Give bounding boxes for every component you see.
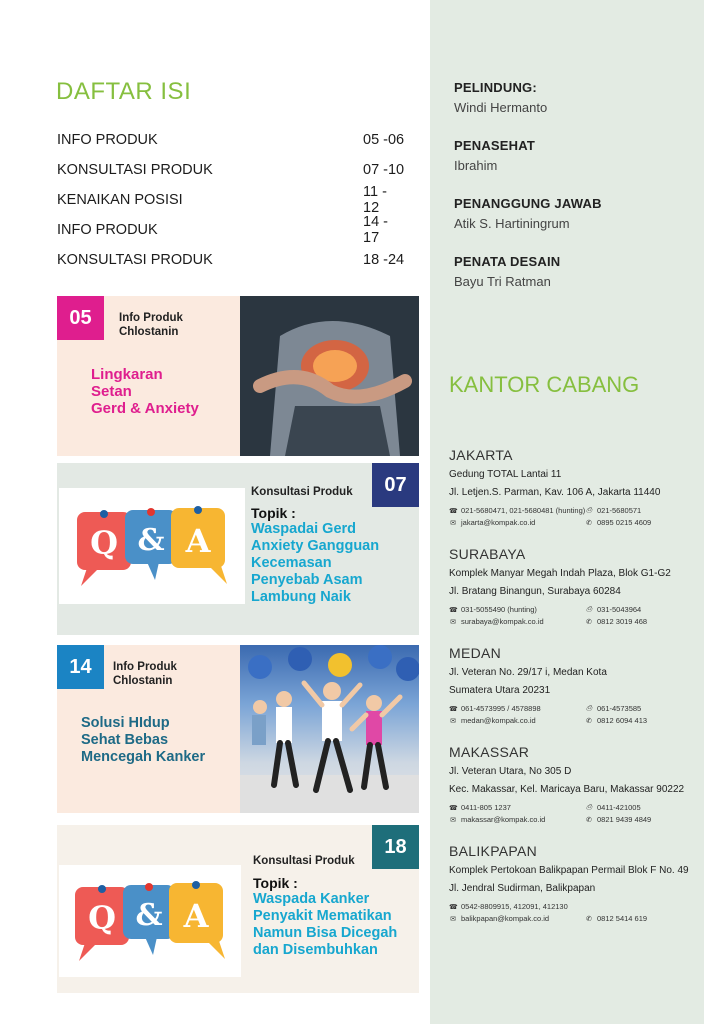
credit-entry xyxy=(454,254,694,312)
phone-text: 0542-8809915, 412091, 412130 xyxy=(461,902,568,911)
toc-item-label: KONSULTASI PRODUK xyxy=(57,252,213,268)
address-line: Jl. Veteran No. 29/17 i, Medan Kota xyxy=(449,667,607,678)
whatsapp-text: 0812 5414 619 xyxy=(597,914,648,923)
toc-item-label: KENAIKAN POSISI xyxy=(57,192,183,208)
branch-name: BALIKPAPAN xyxy=(449,843,538,859)
branch-address xyxy=(449,664,699,700)
article-card-18[interactable] xyxy=(57,825,419,993)
branch-offices-title: KANTOR CABANG xyxy=(449,372,640,397)
branch-contacts xyxy=(449,902,699,923)
branch-address xyxy=(449,763,699,799)
whatsapp-icon: ✆ xyxy=(586,618,592,626)
branch-address xyxy=(449,565,699,601)
toc-item-pages: 07 -10 xyxy=(363,162,405,178)
headline-line: Mencegah Kanker xyxy=(81,749,206,765)
qa-letter-q: Q xyxy=(90,524,118,562)
address-line: Kec. Makassar, Kel. Maricaya Baru, Makassar 90222 xyxy=(449,784,685,795)
page-number-badge: 05 xyxy=(57,296,104,340)
envelope-icon: ✉ xyxy=(450,717,456,725)
qa-letter-a: A xyxy=(185,522,211,560)
phone-icon: ☎ xyxy=(449,903,458,911)
qa-bubbles-icon xyxy=(59,488,245,604)
email-text: balikpapan@kompak.co.id xyxy=(461,914,550,923)
branch-makassar xyxy=(449,744,699,843)
headline-line: Solusi HIdup xyxy=(81,715,170,731)
headline-line: Sehat Bebas xyxy=(81,732,169,748)
credit-entry xyxy=(454,138,694,196)
credit-entry xyxy=(454,80,694,138)
credit-role: PELINDUNG: xyxy=(454,80,537,95)
branch-contacts xyxy=(449,704,699,725)
branch-name: JAKARTA xyxy=(449,447,513,463)
address-line: Sumatera Utara 20231 xyxy=(449,685,551,696)
whatsapp-contact[interactable] xyxy=(585,617,695,626)
qa-letter-a: A xyxy=(183,897,209,935)
whatsapp-contact[interactable] xyxy=(585,716,695,725)
toc-item-pages: 14 - 17 xyxy=(363,214,388,246)
card-headline xyxy=(81,715,205,766)
toc-item-label: INFO PRODUK xyxy=(57,222,158,238)
branch-contacts xyxy=(449,506,699,527)
headline-line: Namun Bisa Dicegah xyxy=(253,925,398,941)
phone-contact[interactable] xyxy=(449,704,585,713)
printer-icon: ⎙ xyxy=(586,605,592,613)
branch-surabaya xyxy=(449,546,699,645)
envelope-icon: ✉ xyxy=(450,816,456,824)
category-line: Chlostanin xyxy=(113,675,173,687)
headline-line: Gerd & Anxiety xyxy=(91,400,199,417)
headline-line: Penyakit Mematikan xyxy=(253,908,392,924)
phone-contact[interactable] xyxy=(449,803,585,812)
credit-role: PENATA DESAIN xyxy=(454,254,561,269)
phone-text: 031-5055490 (hunting) xyxy=(461,605,537,614)
email-text: jakarta@kompak.co.id xyxy=(461,518,536,527)
qa-letter-amp: & xyxy=(137,523,165,558)
card-headline xyxy=(91,366,199,417)
phone-icon: ☎ xyxy=(449,507,458,515)
toc-item[interactable] xyxy=(57,245,407,275)
email-contact[interactable] xyxy=(449,716,585,725)
email-text: surabaya@kompak.co.id xyxy=(461,617,544,626)
whatsapp-icon: ✆ xyxy=(586,915,592,923)
fax-contact[interactable] xyxy=(585,506,695,515)
printer-icon: ⎙ xyxy=(586,803,592,811)
branch-address xyxy=(449,862,699,898)
credit-name: Ibrahim xyxy=(454,158,498,173)
qa-bubbles-icon xyxy=(59,865,241,977)
qa-letter-amp: & xyxy=(135,898,163,933)
phone-icon: ☎ xyxy=(449,606,458,614)
branch-name: MEDAN xyxy=(449,645,502,661)
article-card-14[interactable] xyxy=(57,645,419,813)
toc-item[interactable] xyxy=(57,125,407,155)
headline-line: Kecemasan xyxy=(251,555,332,571)
address-line: Jl. Veteran Utara, No 305 D xyxy=(449,766,572,777)
address-line: Komplek Manyar Megah Indah Plaza, Blok G1-G2 xyxy=(449,568,671,579)
email-contact[interactable] xyxy=(449,815,585,824)
phone-text: 061-4573995 / 4578898 xyxy=(461,704,541,713)
branch-address xyxy=(449,466,699,502)
headline-line: Setan xyxy=(91,383,132,400)
toc-title: DAFTAR ISI xyxy=(56,78,192,105)
branch-name: MAKASSAR xyxy=(449,744,530,760)
exercise-class-photo xyxy=(240,645,419,813)
branch-contacts xyxy=(449,605,699,626)
qa-illustration xyxy=(59,865,241,977)
phone-text: 021-5680471, 021-5680481 (hunting) xyxy=(461,506,586,515)
phone-text: 0411-805 1237 xyxy=(461,803,511,812)
page-number-badge: 14 xyxy=(57,645,104,689)
branch-jakarta xyxy=(449,447,699,546)
address-line: Komplek Pertokoan Balikpapan Permail Blok F No. 49 xyxy=(449,865,689,876)
headline-line: Anxiety Gangguan xyxy=(251,538,380,554)
envelope-icon: ✉ xyxy=(450,915,456,923)
branch-contacts xyxy=(449,803,699,824)
phone-contact[interactable] xyxy=(449,902,695,911)
toc-item-pages: 05 -06 xyxy=(363,132,405,148)
headline-line: Lingkaran xyxy=(91,366,163,383)
fax-contact[interactable] xyxy=(585,803,695,812)
headline-line: Waspada Kanker xyxy=(253,891,370,907)
email-contact[interactable] xyxy=(449,914,585,923)
card-headline xyxy=(251,521,379,606)
fax-text: 031-5043964 xyxy=(597,605,642,614)
toc-item-pages: 11 - 12 xyxy=(363,184,387,216)
headline-line: Lambung Naik xyxy=(251,589,351,605)
card-category xyxy=(119,311,183,339)
fax-contact[interactable] xyxy=(585,605,695,614)
whatsapp-icon: ✆ xyxy=(586,816,592,824)
toc-list xyxy=(57,125,407,275)
page-number-badge: 07 xyxy=(372,463,419,507)
qa-illustration xyxy=(59,488,245,604)
whatsapp-text: 0812 6094 413 xyxy=(597,716,648,725)
email-contact[interactable] xyxy=(449,518,585,527)
toc-item-label: KONSULTASI PRODUK xyxy=(57,162,213,178)
whatsapp-contact[interactable] xyxy=(585,518,695,527)
qa-letter-q: Q xyxy=(88,899,116,937)
whatsapp-contact[interactable] xyxy=(585,815,695,824)
phone-icon: ☎ xyxy=(449,804,458,812)
topik-label: Topik : xyxy=(253,875,298,891)
toc-item-pages: 18 -24 xyxy=(363,252,405,268)
address-line: Jl. Letjen.S. Parman, Kav. 106 A, Jakarta 11440 xyxy=(449,487,661,498)
whatsapp-text: 0812 3019 468 xyxy=(597,617,648,626)
page-number-badge: 18 xyxy=(372,825,419,869)
exercise-illustration xyxy=(240,645,419,813)
printer-icon: ⎙ xyxy=(586,704,592,712)
credit-entry xyxy=(454,196,694,254)
fax-contact[interactable] xyxy=(585,704,695,713)
whatsapp-text: 0895 0215 4609 xyxy=(597,518,652,527)
whatsapp-text: 0821 9439 4849 xyxy=(597,815,652,824)
credit-name: Bayu Tri Ratman xyxy=(454,274,551,289)
branch-medan xyxy=(449,645,699,744)
toc-item[interactable] xyxy=(57,185,407,215)
credit-role: PENANGGUNG JAWAB xyxy=(454,196,602,211)
credit-name: Windi Hermanto xyxy=(454,100,548,115)
printer-icon: ⎙ xyxy=(586,506,592,514)
email-text: medan@kompak.co.id xyxy=(461,716,536,725)
headline-line: Waspadai Gerd xyxy=(251,521,357,537)
credit-name: Atik S. Hartiningrum xyxy=(454,216,570,231)
toc-item[interactable] xyxy=(57,215,407,245)
toc-item-label: INFO PRODUK xyxy=(57,132,158,148)
card-category: Konsultasi Produk xyxy=(251,486,353,498)
headline-line: Penyebab Asam xyxy=(251,572,363,588)
address-line: Gedung TOTAL Lantai 11 xyxy=(449,469,562,480)
phone-icon: ☎ xyxy=(449,705,458,713)
fax-text: 061-4573585 xyxy=(597,704,642,713)
stomach-illustration xyxy=(240,296,419,456)
email-contact[interactable] xyxy=(449,617,585,626)
category-line: Info Produk xyxy=(113,661,177,673)
fax-text: 0411-421005 xyxy=(597,803,641,812)
whatsapp-icon: ✆ xyxy=(586,717,592,725)
category-line: Chlostanin xyxy=(119,326,179,338)
fax-text: 021-5680571 xyxy=(597,506,642,515)
whatsapp-icon: ✆ xyxy=(586,519,592,527)
article-card-05[interactable] xyxy=(57,296,419,456)
envelope-icon: ✉ xyxy=(450,519,456,527)
card-category xyxy=(113,660,177,688)
envelope-icon: ✉ xyxy=(450,618,456,626)
email-text: makassar@kompak.co.id xyxy=(461,815,546,824)
toc-item[interactable] xyxy=(57,155,407,185)
credits-list xyxy=(454,80,694,312)
card-headline xyxy=(253,891,397,959)
stomach-pain-photo xyxy=(240,296,419,456)
category-line: Info Produk xyxy=(119,312,183,324)
branch-balikpapan xyxy=(449,843,699,942)
branch-name: SURABAYA xyxy=(449,546,526,562)
credit-role: PENASEHAT xyxy=(454,138,536,153)
whatsapp-contact[interactable] xyxy=(585,914,695,923)
phone-contact[interactable] xyxy=(449,506,585,515)
article-card-07[interactable] xyxy=(57,463,419,635)
card-category: Konsultasi Produk xyxy=(253,855,355,867)
address-line: Jl. Bratang Binangun, Surabaya 60284 xyxy=(449,586,621,597)
phone-contact[interactable] xyxy=(449,605,585,614)
topik-label: Topik : xyxy=(251,505,296,521)
address-line: Jl. Jendral Sudirman, Balikpapan xyxy=(449,883,596,894)
branch-list xyxy=(449,447,699,942)
headline-line: dan Disembuhkan xyxy=(253,942,378,958)
